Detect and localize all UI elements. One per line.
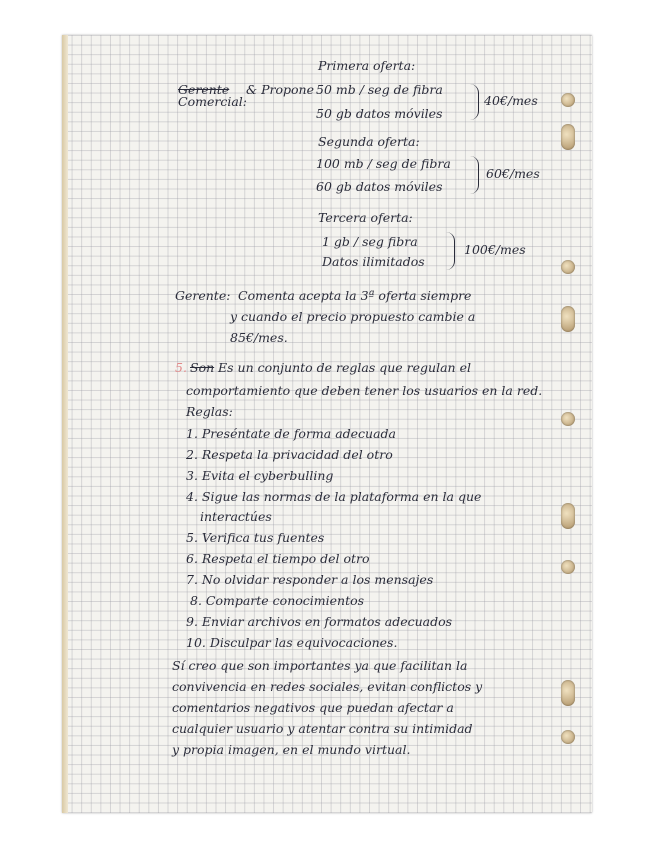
section-intro-line2: comportamiento que deben tener los usuarios en la red. <box>186 383 543 398</box>
rule-item: 5. Verifica tus fuentes <box>186 530 325 545</box>
rule-item: 3. Evita el cyberbulling <box>186 468 334 483</box>
gerente-label: Gerente: <box>175 288 231 303</box>
offer2-brace <box>470 156 479 194</box>
gerente-struck: Gerente <box>178 82 230 97</box>
page-edge <box>62 35 68 813</box>
binder-hole <box>561 93 575 107</box>
binder-hole <box>561 124 575 150</box>
offer3-price: 100€/mes <box>464 242 526 257</box>
offer1-line1: 50 mb / seg de fibra <box>316 82 443 97</box>
offer2-price: 60€/mes <box>486 166 540 181</box>
rule-item: 8. Comparte conocimientos <box>190 593 365 608</box>
binder-hole <box>561 730 575 744</box>
conclusion-line: comentarios negativos que puedan afectar a <box>172 700 454 715</box>
rule-item-continuation: interactúes <box>200 509 272 524</box>
offer3-line2: Datos ilimitados <box>322 254 425 269</box>
conclusion-line: convivencia en redes sociales, evitan conflictos y <box>172 679 483 694</box>
rule-item: 1. Preséntate de forma adecuada <box>186 426 397 441</box>
binder-hole <box>561 680 575 706</box>
conclusion-line: Sí creo que son importantes ya que facilitan la <box>172 658 468 673</box>
offer2-line1: 100 mb / seg de fibra <box>316 156 451 171</box>
comercial-label: Comercial: <box>178 94 247 109</box>
conclusion-line: cualquier usuario y atentar contra su intimidad <box>172 721 473 736</box>
gerente-line3: 85€/mes. <box>230 330 288 345</box>
binder-hole <box>561 306 575 332</box>
rule-item: 9. Enviar archivos en formatos adecuados <box>186 614 453 629</box>
offer3-brace <box>446 232 455 270</box>
offer1-price: 40€/mes <box>484 93 538 108</box>
primera-oferta-heading: Primera oferta: <box>318 58 416 73</box>
binder-hole <box>561 503 575 529</box>
gerente-line2: y cuando el precio propuesto cambie a <box>230 309 476 324</box>
propone-label: & Propone <box>246 82 314 97</box>
rule-item: 10. Disculpar las equivocaciones. <box>186 635 398 650</box>
section-struck-word: Son <box>190 360 215 375</box>
rule-item: 7. No olvidar responder a los mensajes <box>186 572 434 587</box>
offer1-line2: 50 gb datos móviles <box>316 106 443 121</box>
binder-hole <box>561 260 575 274</box>
conclusion-line: y propia imagen, en el mundo virtual. <box>172 742 411 757</box>
rule-item: 2. Respeta la privacidad del otro <box>186 447 393 462</box>
offer1-brace <box>470 84 479 120</box>
offer3-line1: 1 gb / seg fibra <box>322 234 418 249</box>
gerente-line1: Comenta acepta la 3ª oferta siempre <box>238 288 472 303</box>
rule-item: 6. Respeta el tiempo del otro <box>186 551 370 566</box>
segunda-oferta-heading: Segunda oferta: <box>318 134 420 149</box>
rule-item: 4. Sigue las normas de la plataforma en la que <box>186 489 482 504</box>
section-number: 5. <box>175 360 187 375</box>
section-intro-line1: Es un conjunto de reglas que regulan el <box>218 360 471 375</box>
tercera-oferta-heading: Tercera oferta: <box>318 210 413 225</box>
binder-hole <box>561 412 575 426</box>
binder-hole <box>561 560 575 574</box>
offer2-line2: 60 gb datos móviles <box>316 179 443 194</box>
notebook-page <box>62 35 592 813</box>
reglas-heading: Reglas: <box>186 404 233 419</box>
